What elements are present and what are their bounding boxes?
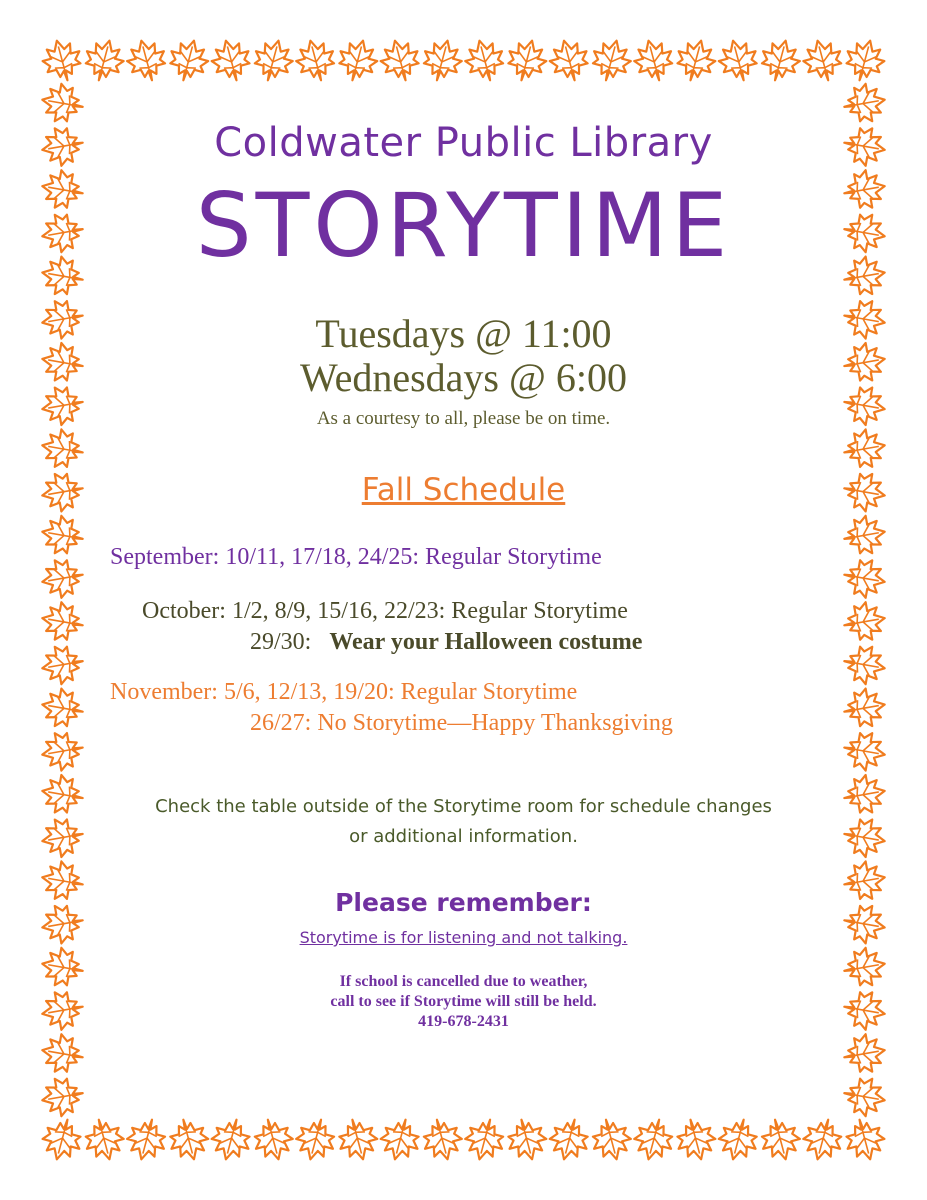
maple-leaf-icon: [841, 36, 888, 85]
maple-leaf-icon: [503, 1115, 550, 1164]
maple-leaf-icon: [38, 1115, 85, 1164]
maple-leaf-icon: [841, 167, 888, 212]
phone-number: 419-678-2431: [418, 1013, 509, 1030]
maple-leaf-icon: [80, 36, 127, 85]
maple-leaf-icon: [39, 124, 86, 169]
maple-leaf-icon: [39, 859, 86, 904]
maple-leaf-icon: [38, 36, 85, 85]
maple-leaf-icon: [841, 470, 888, 515]
maple-leaf-icon: [419, 36, 466, 85]
maple-leaf-icon: [39, 1031, 86, 1076]
maple-leaf-icon: [841, 340, 888, 385]
maple-leaf-icon: [841, 988, 888, 1033]
maple-leaf-icon: [841, 1115, 888, 1164]
month-dates: 1/2, 8/9, 15/16, 22/23: Regular Storytime: [231, 598, 628, 624]
maple-leaf-icon: [841, 210, 888, 255]
month-label: September:: [110, 544, 220, 570]
weather-line: If school is cancelled due to weather,: [339, 973, 588, 990]
page-title: STORYTIME: [195, 174, 732, 277]
maple-leaf-icon: [588, 1115, 635, 1164]
maple-leaf-icon: [672, 36, 719, 85]
maple-leaf-icon: [841, 815, 888, 860]
maple-leaf-icon: [39, 210, 86, 255]
library-name: Coldwater Public Library: [214, 120, 713, 166]
month-label: November:: [110, 679, 218, 705]
maple-leaf-icon: [334, 1115, 381, 1164]
maple-leaf-icon: [292, 1115, 339, 1164]
maple-leaf-icon: [39, 729, 86, 774]
maple-leaf-icon: [80, 1115, 127, 1164]
maple-leaf-icon: [841, 427, 888, 472]
weather-line: call to see if Storytime will still be held.: [330, 993, 597, 1010]
maple-leaf-icon: [39, 340, 86, 385]
maple-leaf-icon: [39, 556, 86, 601]
maple-leaf-icon: [841, 254, 888, 299]
maple-leaf-icon: [39, 470, 86, 515]
maple-leaf-icon: [377, 1115, 424, 1164]
maple-leaf-icon: [841, 124, 888, 169]
schedule-october: [142, 596, 642, 658]
maple-leaf-icon: [841, 729, 888, 774]
maple-leaf-icon: [123, 1115, 170, 1164]
maple-leaf-icon: [39, 81, 86, 126]
maple-leaf-icon: [672, 1115, 719, 1164]
maple-leaf-icon: [503, 36, 550, 85]
maple-leaf-icon: [546, 1115, 593, 1164]
maple-leaf-icon: [841, 1031, 888, 1076]
storytime-times: [90, 312, 837, 400]
month-dates: 5/6, 12/13, 19/20: Regular Storytime: [223, 679, 578, 705]
maple-leaf-icon: [39, 167, 86, 212]
maple-leaf-icon: [123, 36, 170, 85]
maple-leaf-icon: [208, 36, 255, 85]
note-line: Check the table outside of the Storytime room for schedule changes: [155, 796, 772, 817]
maple-leaf-icon: [377, 36, 424, 85]
maple-leaf-icon: [799, 1115, 846, 1164]
maple-leaf-icon: [39, 772, 86, 817]
schedule-september: [110, 544, 602, 571]
maple-leaf-icon: [841, 297, 888, 342]
maple-leaf-icon: [841, 81, 888, 126]
maple-leaf-icon: [39, 254, 86, 299]
maple-leaf-icon: [208, 1115, 255, 1164]
note-line: or additional information.: [349, 826, 578, 847]
month-dates: 10/11, 17/18, 24/25: Regular Storytime: [225, 544, 602, 570]
maple-leaf-icon: [841, 513, 888, 558]
maple-leaf-icon: [841, 772, 888, 817]
halloween-note: Wear your Halloween costume: [329, 629, 643, 655]
schedule-note: [90, 792, 837, 852]
maple-leaf-icon: [39, 427, 86, 472]
flyer-content: [90, 100, 837, 1110]
maple-leaf-icon: [39, 1074, 86, 1119]
maple-leaf-icon: [292, 36, 339, 85]
weather-notice: [90, 972, 837, 1032]
maple-leaf-icon: [250, 1115, 297, 1164]
maple-leaf-icon: [39, 642, 86, 687]
maple-leaf-icon: [841, 945, 888, 990]
maple-leaf-icon: [39, 815, 86, 860]
remember-heading: Please remember:: [335, 888, 592, 917]
maple-leaf-icon: [39, 988, 86, 1033]
month-label: October:: [142, 598, 226, 624]
schedule-november: [110, 677, 673, 739]
maple-leaf-icon: [841, 686, 888, 731]
maple-leaf-icon: [546, 36, 593, 85]
maple-leaf-icon: [165, 1115, 212, 1164]
maple-leaf-icon: [39, 383, 86, 428]
maple-leaf-icon: [165, 36, 212, 85]
maple-leaf-icon: [334, 36, 381, 85]
maple-leaf-icon: [841, 902, 888, 947]
maple-leaf-icon: [715, 36, 762, 85]
maple-leaf-icon: [39, 297, 86, 342]
halloween-date: 29/30:: [250, 629, 312, 655]
maple-leaf-icon: [841, 599, 888, 644]
maple-leaf-icon: [419, 1115, 466, 1164]
maple-leaf-icon: [757, 1115, 804, 1164]
maple-leaf-icon: [630, 36, 677, 85]
maple-leaf-icon: [841, 556, 888, 601]
maple-leaf-icon: [630, 1115, 677, 1164]
maple-leaf-icon: [39, 599, 86, 644]
maple-leaf-icon: [39, 945, 86, 990]
maple-leaf-icon: [841, 1074, 888, 1119]
tuesday-time: Tuesdays @ 11:00: [315, 311, 612, 356]
wednesday-time: Wednesdays @ 6:00: [300, 355, 627, 400]
maple-leaf-icon: [250, 36, 297, 85]
maple-leaf-icon: [588, 36, 635, 85]
fall-schedule-heading: Fall Schedule: [361, 472, 566, 508]
maple-leaf-icon: [757, 36, 804, 85]
courtesy-note: As a courtesy to all, please be on time.: [316, 408, 611, 429]
maple-leaf-icon: [461, 36, 508, 85]
maple-leaf-icon: [841, 859, 888, 904]
maple-leaf-icon: [841, 642, 888, 687]
maple-leaf-icon: [799, 36, 846, 85]
maple-leaf-icon: [841, 383, 888, 428]
remember-text: Storytime is for listening and not talking.: [299, 928, 628, 947]
thanksgiving-note: 26/27: No Storytime—Happy Thanksgiving: [250, 710, 673, 736]
maple-leaf-icon: [461, 1115, 508, 1164]
maple-leaf-icon: [39, 513, 86, 558]
maple-leaf-icon: [39, 686, 86, 731]
maple-leaf-icon: [715, 1115, 762, 1164]
maple-leaf-icon: [39, 902, 86, 947]
